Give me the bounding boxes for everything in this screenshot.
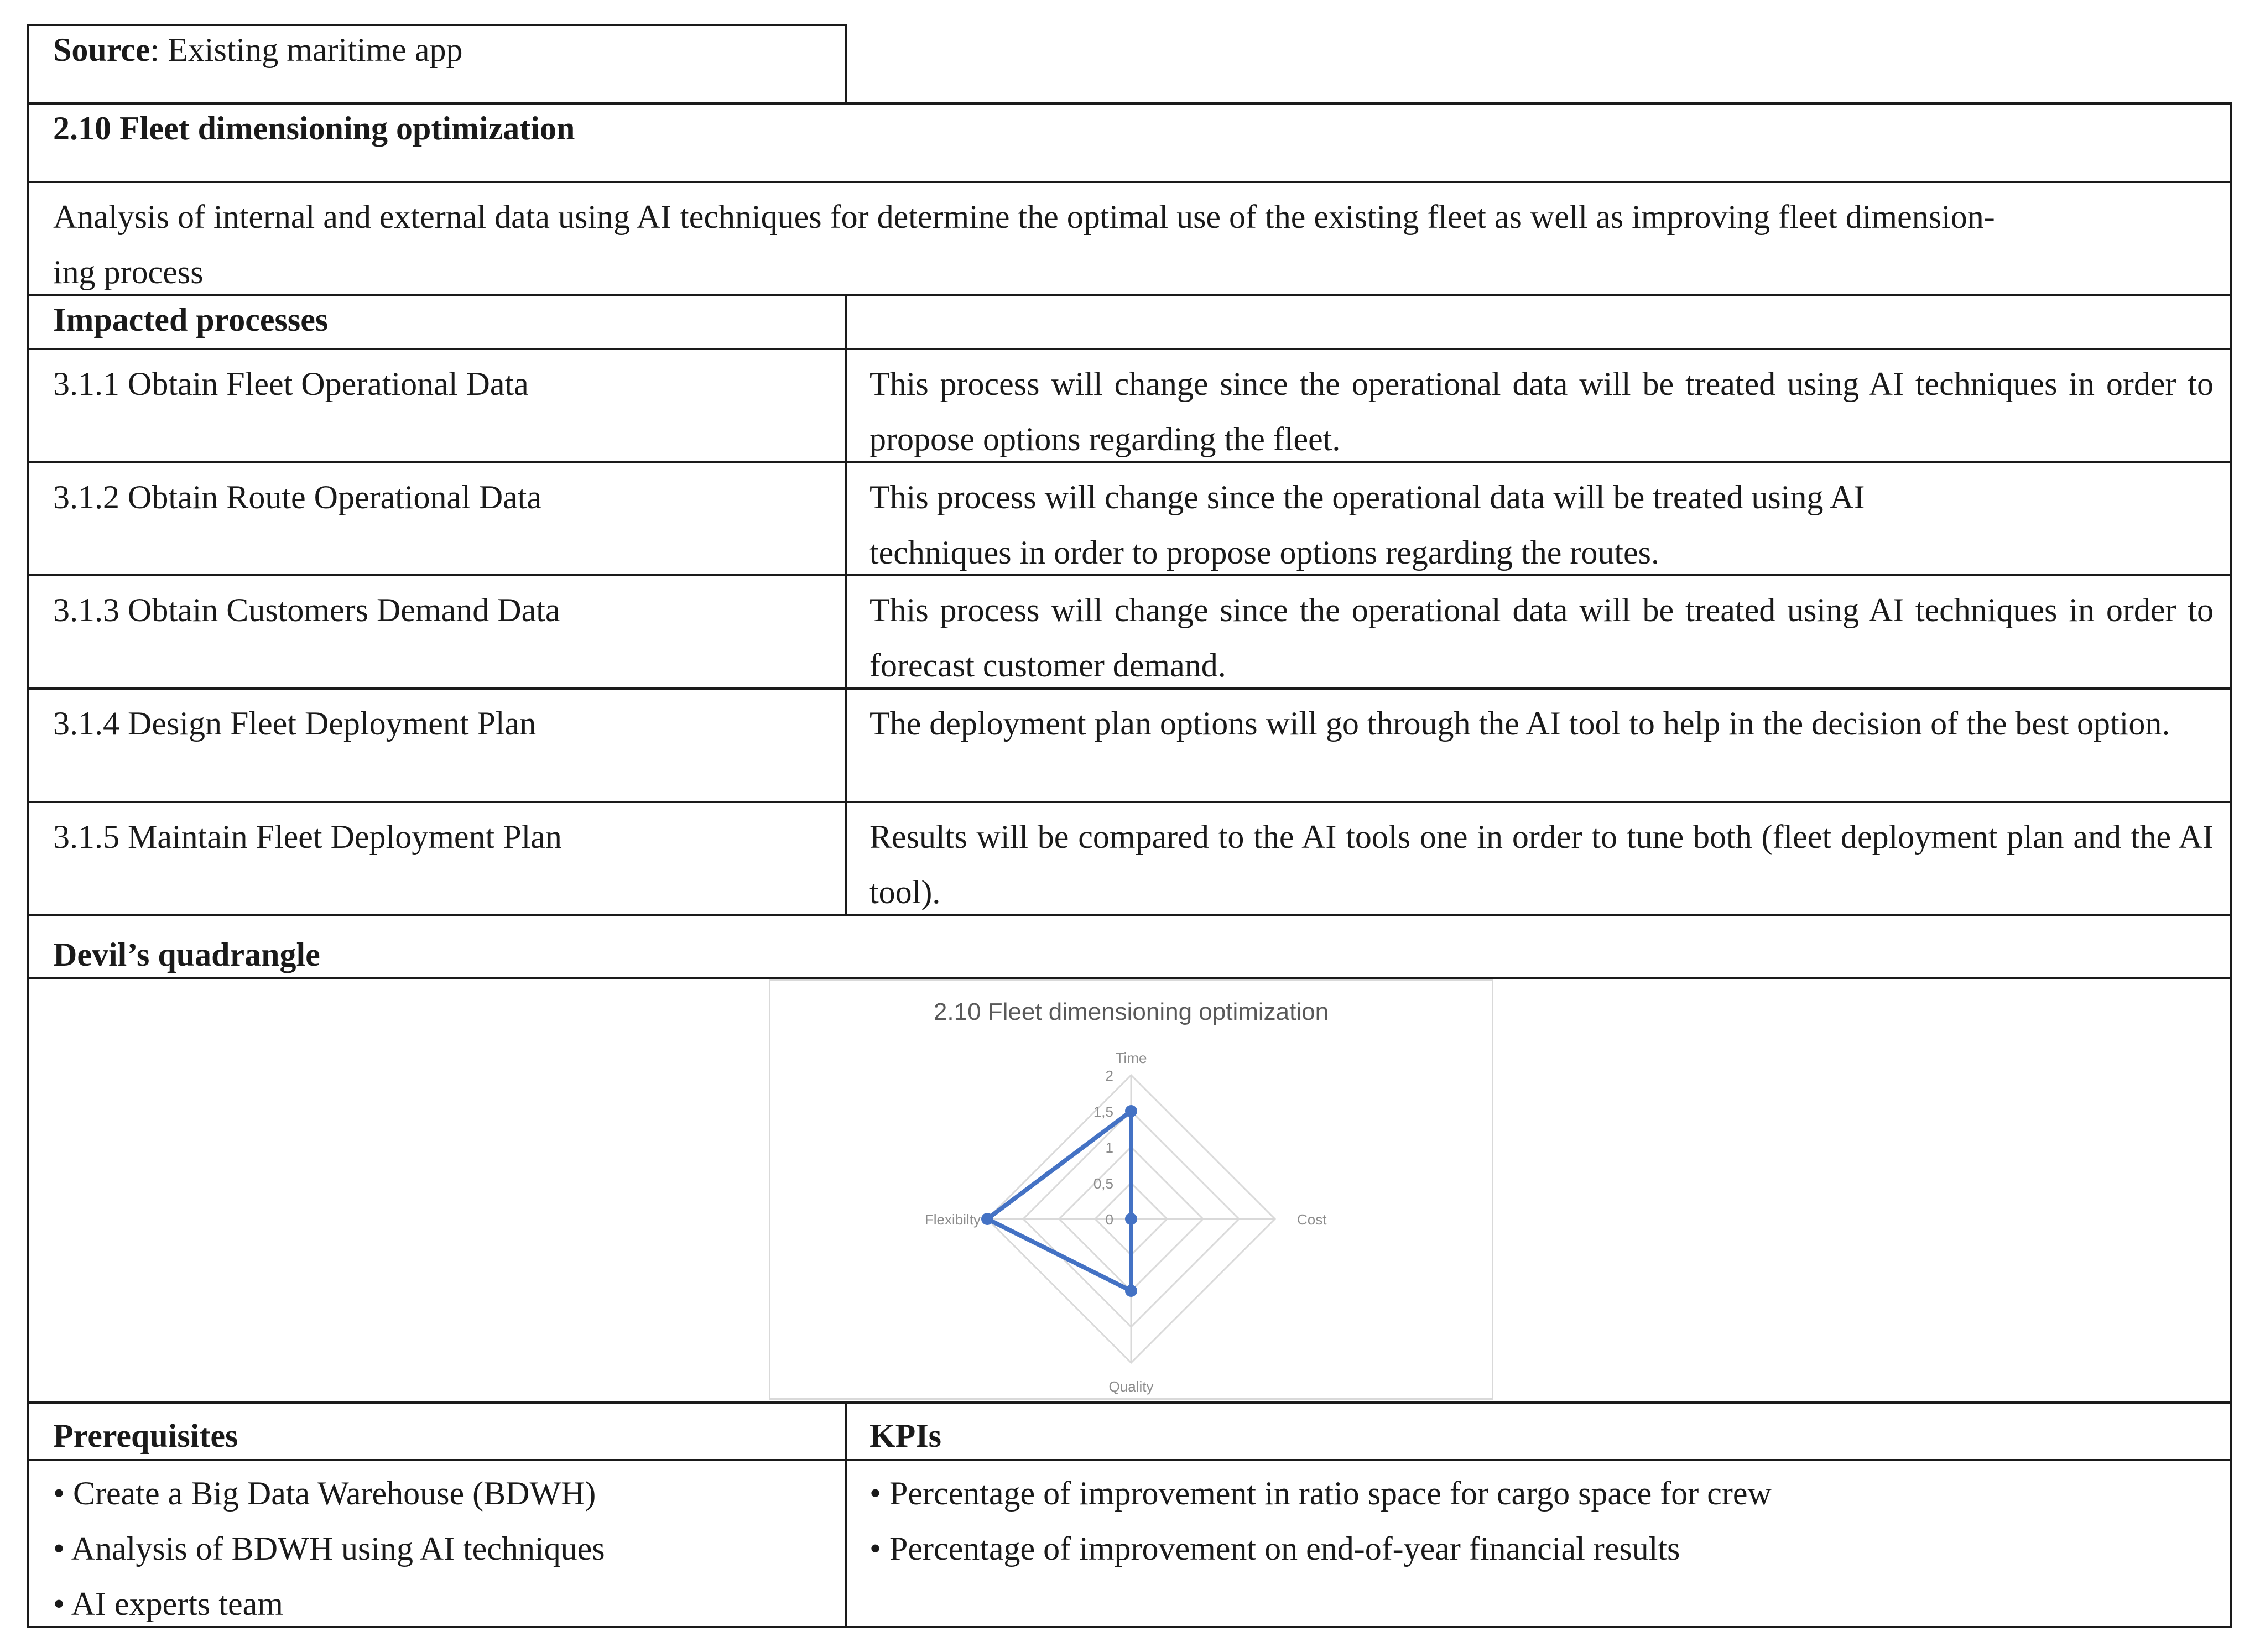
chart-title: 2.10 Fleet dimensioning optimization	[933, 998, 1329, 1025]
prerequisite-item: • AI experts team	[53, 1586, 283, 1622]
kpi-item: • Percentage of improvement on end-of-year financial results	[869, 1530, 1680, 1567]
process-desc-1: This process will change since the operational data will be treated using AI techniques in order to propose options regarding the fleet.	[869, 366, 2214, 457]
process-name-3: 3.1.3 Obtain Customers Demand Data	[53, 592, 560, 628]
radar-axis-label-flexibilty: Flexibilty	[924, 1211, 981, 1228]
radar-point-quality	[1125, 1285, 1137, 1297]
prerequisite-item: • Create a Big Data Warehouse (BDWH)	[53, 1475, 596, 1512]
radar-chart	[769, 979, 1493, 1400]
table-border-row11	[27, 1401, 2232, 1404]
kpis-header: KPIs	[869, 1418, 942, 1454]
table-border-left	[27, 24, 29, 1628]
devils-quadrangle-header: Devil’s quadrangle	[53, 936, 320, 973]
process-name-2: 3.1.2 Obtain Route Operational Data	[53, 479, 542, 515]
radar-point-cost	[1125, 1213, 1137, 1225]
description-line-2: ing process	[53, 254, 204, 290]
table-divider-processes	[845, 294, 847, 916]
impacted-processes-header: Impacted processes	[53, 301, 329, 338]
radar-axis-label-cost: Cost	[1297, 1211, 1327, 1228]
radar-tick-label-2: 1	[1105, 1139, 1113, 1156]
radar-tick-label-3: 1,5	[1093, 1103, 1113, 1120]
table-border-row3	[27, 294, 2232, 296]
radar-point-time	[1125, 1105, 1137, 1117]
source-label: Source	[53, 32, 150, 68]
radar-point-flexibilty	[981, 1213, 993, 1225]
description-line-1: Analysis of internal and external data using AI techniques for determine the optimal use of the existing fleet as well as improving fleet dimension-	[53, 199, 1995, 235]
radar-tick-label-0: 0	[1105, 1211, 1113, 1228]
table-border-row12	[27, 1459, 2232, 1461]
radar-series-line	[987, 1111, 1131, 1291]
process-name-1: 3.1.1 Obtain Fleet Operational Data	[53, 366, 529, 402]
section-title: 2.10 Fleet dimensioning optimization	[53, 110, 575, 147]
source-value: : Existing maritime app	[150, 32, 463, 68]
table-border-right	[2230, 102, 2232, 1628]
process-desc-3: This process will change since the operational data will be treated using AI techniques in order to forecast customer demand.	[869, 592, 2214, 684]
table-divider-source	[845, 24, 847, 105]
radar-tick-label-1: 0,5	[1093, 1175, 1113, 1192]
kpi-item: • Percentage of improvement in ratio space for cargo space for crew	[869, 1475, 1772, 1512]
process-desc-2-line-1: This process will change since the operational data will be treated using AI	[869, 479, 1865, 515]
process-desc-5: Results will be compared to the AI tools one in order to tune both (fleet deployment plan and the AI tool).	[869, 819, 2214, 910]
process-desc-2-line-2: techniques in order to propose options regarding the routes.	[869, 534, 1659, 571]
table-border-row2	[27, 181, 2232, 183]
radar-axis-label-time: Time	[1115, 1050, 1147, 1066]
table-border-row8	[27, 801, 2232, 803]
prerequisite-item: • Analysis of BDWH using AI techniques	[53, 1530, 605, 1567]
radar-tick-label-4: 2	[1105, 1067, 1113, 1084]
radar-axis-label-quality: Quality	[1108, 1378, 1154, 1395]
table-border-row4	[27, 348, 2232, 350]
table-divider-prereq	[845, 1401, 847, 1628]
prerequisites-header: Prerequisites	[53, 1418, 238, 1454]
radar-chart-svg	[770, 981, 1492, 1398]
process-name-5: 3.1.5 Maintain Fleet Deployment Plan	[53, 819, 562, 855]
table-border-bottom	[27, 1626, 2232, 1628]
table-border-row10	[27, 977, 2232, 979]
source-cell	[53, 22, 462, 77]
process-desc-4: The deployment plan options will go through the AI tool to help in the decision of the best option.	[869, 705, 2170, 742]
process-name-4: 3.1.4 Design Fleet Deployment Plan	[53, 705, 537, 742]
